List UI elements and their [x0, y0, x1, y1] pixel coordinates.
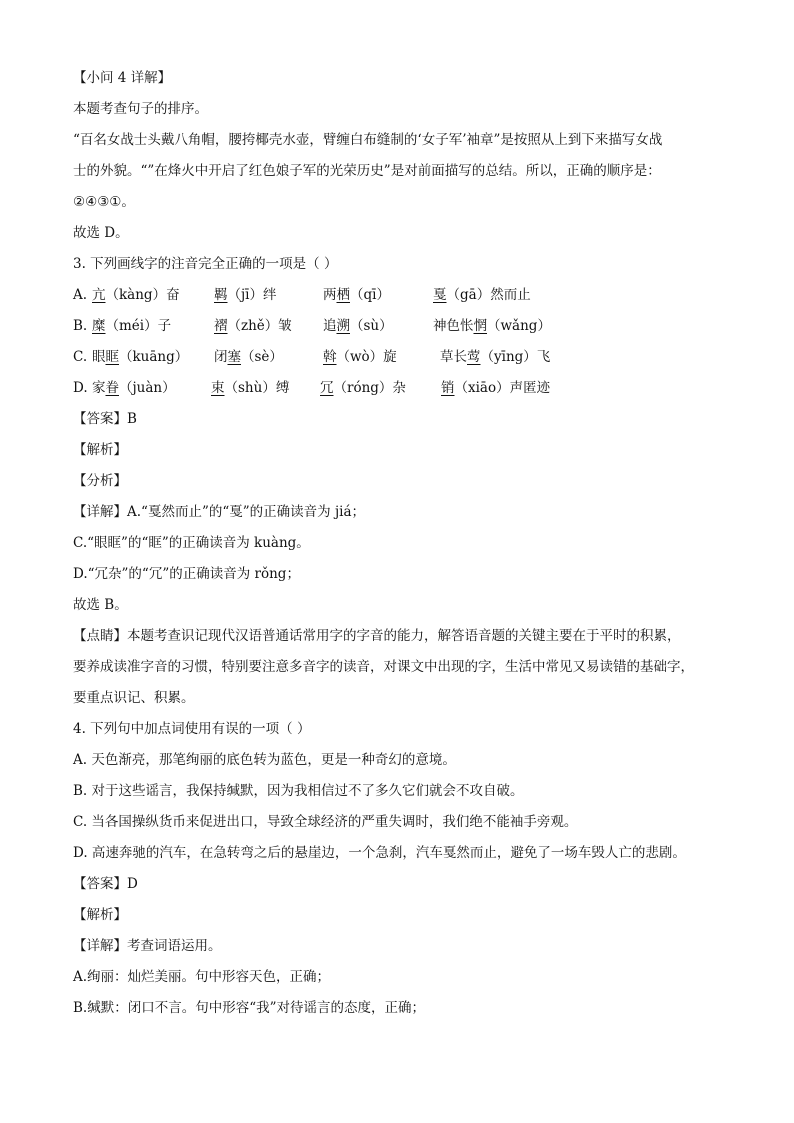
q3-detail-line: D.“冗杂”的“冗”的正确读音为 rǒng； [73, 566, 300, 582]
q3-option-a-label: A. [73, 287, 88, 303]
sub-question-heading: 【小问 4 详解】 [73, 70, 172, 86]
q3-option-c-label: C. [73, 349, 88, 365]
q3-dianjing-line: 【点睛】本题考查识记现代汉语普通话常用字的字音的能力，解答语音题的关键主要在于平时的积累， [73, 628, 681, 644]
paragraph: 士的外貌。“”在烽火中开启了红色娘子军的光荣历史”是对前面描写的总结。所以，正确的顺序是： [73, 163, 661, 179]
paragraph: ②④③①。 [73, 194, 135, 210]
q3-option-b-item-1: 糜（méi）子 [92, 318, 172, 334]
q3-option-b-item-4: 神色怅惘（wǎng） [433, 318, 551, 334]
question-4-stem: 4. 下列句中加点词使用有误的一项（ ） [73, 721, 311, 737]
q3-option-a-item-2: 羁（jī）绊 [214, 287, 277, 303]
q3-detail-line: 【详解】A.“戛然而止”的“戛”的正确读音为 jiá； [73, 504, 365, 520]
q3-option-a-item-4: 戛（gā）然而止 [433, 287, 531, 303]
q4-option-a: A. 天色渐亮，那笔绚丽的底色转为蓝色，更是一种奇幻的意境。 [73, 752, 456, 768]
q3-option-b-item-3: 追溯（sù） [323, 318, 393, 334]
q3-answer: 【答案】B [73, 411, 137, 427]
q3-choose: 故选 B。 [73, 597, 128, 613]
q3-option-d-item-3: 冗（róng）杂 [320, 380, 406, 396]
q3-option-d-item-2: 束（shù）缚 [211, 380, 290, 396]
q3-analysis-heading: 【解析】 [73, 442, 127, 458]
q3-option-b-label: B. [73, 318, 88, 334]
q3-detail-line: C.“眼眶”的“眶”的正确读音为 kuàng。 [73, 535, 310, 551]
q4-answer: 【答案】D [73, 876, 138, 892]
question-3-stem: 3. 下列画线字的注音完全正确的一项是（ ） [73, 256, 338, 272]
q3-option-c-item-2: 闭塞（sè） [214, 349, 283, 365]
q3-option-b-item-2: 褶（zhě）皱 [214, 318, 292, 334]
q4-detail-heading: 【详解】考查词语运用。 [73, 938, 222, 954]
q3-option-c-item-3: 斡（wò）旋 [323, 349, 397, 365]
q4-detail-line: B.缄默：闭口不言。句中形容“我”对待谣言的态度，正确； [73, 1000, 426, 1016]
q3-option-c-item-1: 眼眶（kuāng） [92, 349, 189, 365]
q4-option-b: B. 对于这些谣言，我保持缄默，因为我相信过不了多久它们就会不攻自破。 [73, 783, 524, 799]
q3-option-d-label: D. [73, 380, 88, 396]
q3-option-a-item-3: 两栖（qī） [323, 287, 390, 303]
q3-option-c-item-4: 草长莺（yīng）飞 [440, 349, 551, 365]
paragraph: “百名女战士头戴八角帽，腰挎椰壳水壶，臂缠白布缝制的‘女子军’袖章”是按照从上到下来描写女战 [73, 132, 663, 148]
q3-dianjing-line: 要养成读准字音的习惯，特别要注意多音字的读音，对课文中出现的字，生活中常见又易读错的基础字， [73, 659, 694, 675]
q4-option-c: C. 当各国操纵货币来促进出口，导致全球经济的严重失调时，我们绝不能袖手旁观。 [73, 814, 578, 830]
q3-fenxi-heading: 【分析】 [73, 473, 127, 489]
paragraph: 本题考查句子的排序。 [73, 101, 208, 117]
q4-detail-line: A.绚丽：灿烂美丽。句中形容天色，正确； [73, 969, 331, 985]
paragraph: 故选 D。 [73, 225, 129, 241]
q3-option-d-item-1: 家眷（juàn） [92, 380, 176, 396]
q3-option-a-item-1: 亢（kàng）奋 [92, 287, 180, 303]
q3-option-d-item-4: 销（xiāo）声匿迹 [441, 380, 551, 396]
q4-option-d: D. 高速奔驰的汽车，在急转弯之后的悬崖边，一个急刹，汽车戛然而止，避免了一场车毁人亡的悲剧。 [73, 845, 686, 861]
q4-analysis-heading: 【解析】 [73, 907, 127, 923]
q3-dianjing-line: 要重点识记、积累。 [73, 690, 195, 706]
